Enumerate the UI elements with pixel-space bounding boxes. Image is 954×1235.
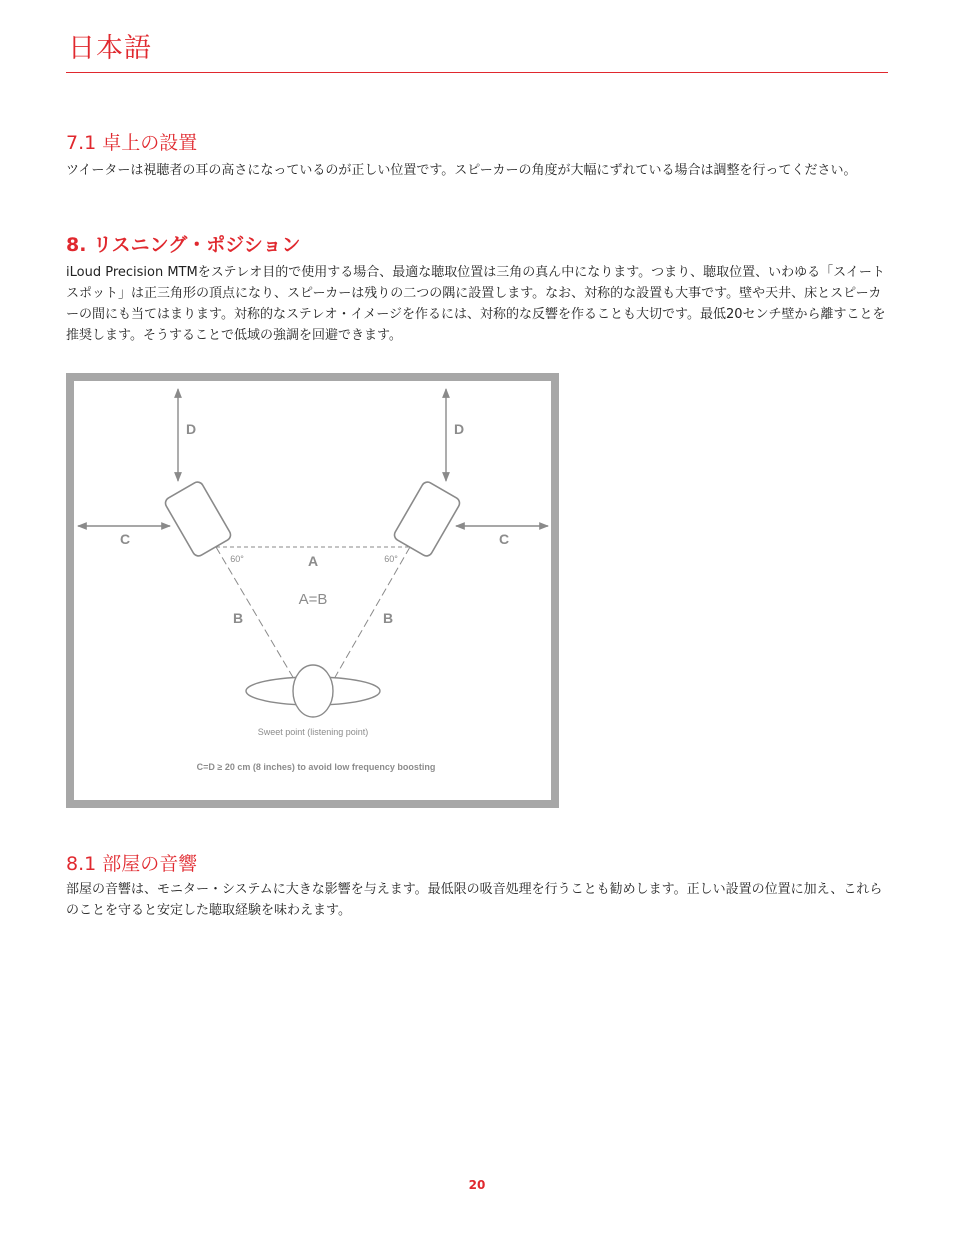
label-a: A [307,553,319,569]
section-body-8: iLoud Precision MTMをステレオ目的で使用する場合、最適な聴取位置は三角の真ん中になります。つまり、聴取位置、いわゆる「スイートスポット」は正三角形の頂点になり、スピーカーは残りの二つの隅に設置します。なお、対称的な設置も大事です。壁や天井、床とスピーカーの間にも当てはまります。対称的なステレオ・イメージを作るには、対称的な反響を作ることも大切です。最低20センチ壁から離すことを推奨します。そうすることで低域の強調を回避できます。 [66,265,886,343]
section-heading-8: 8. リスニング・ポジション [66,234,301,256]
label-d-left: D [185,421,197,437]
label-angle-left: 60° [230,554,244,564]
section-body-7-1: ツイーターは視聴者の耳の高さになっているのが正しい位置です。スピーカーの角度が大幅にずれている場合は調整を行ってください。 [66,163,857,178]
label-b-right: B [382,610,394,626]
label-b-left: B [232,610,244,626]
header-divider [66,72,888,73]
label-equation: A=B [298,591,328,608]
section-heading-8-1: 8.1 部屋の音響 [66,853,198,875]
label-d-right: D [453,421,465,437]
section-heading-7-1: 7.1 卓上の設置 [66,132,198,154]
label-angle-right: 60° [384,554,398,564]
listener-head [293,665,333,717]
page-title: 日本語 [68,33,152,64]
label-c-right: C [498,531,510,547]
listening-position-diagram [66,373,559,808]
label-c-left: C [119,531,131,547]
section-body-8-1: 部屋の音響は、モニター・システムに大きな影響を与えます。最低限の吸音処理を行うことも勧めします。正しい設置の位置に加え、これらのことを守ると安定した聴取経験を味わえます。 [66,882,883,918]
page-number: 20 [468,1178,486,1192]
label-distance-note: C=D ≥ 20 cm (8 inches) to avoid low frequency boosting [196,762,436,772]
label-sweet-point: Sweet point (listening point) [257,727,369,737]
